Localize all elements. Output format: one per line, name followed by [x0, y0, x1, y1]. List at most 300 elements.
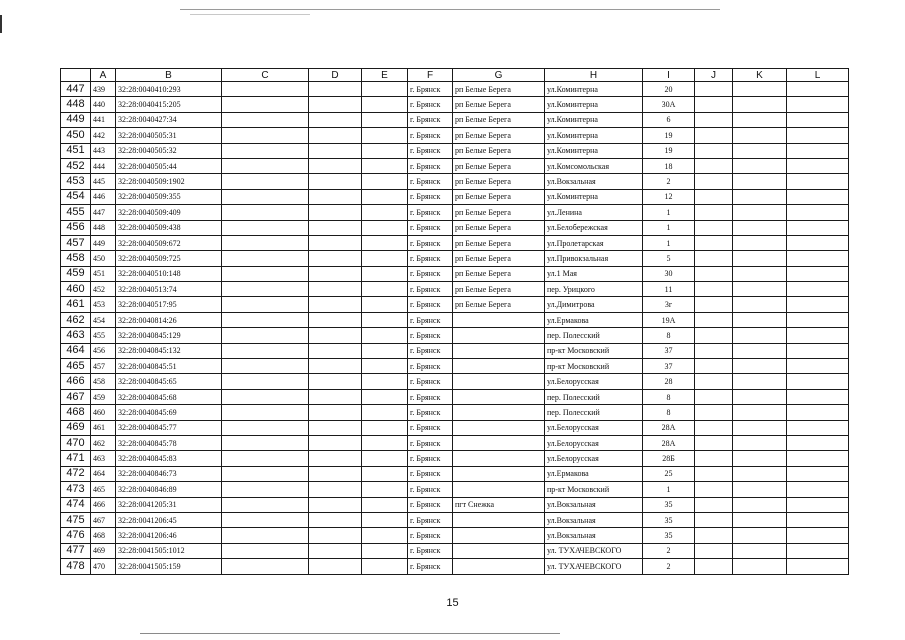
cell-d[interactable]: [309, 205, 362, 220]
cell-b[interactable]: 32:28:0040517:95: [116, 297, 222, 312]
cell-b[interactable]: 32:28:0040427:34: [116, 112, 222, 127]
cell-i[interactable]: 20: [643, 82, 695, 97]
cell-d[interactable]: [309, 220, 362, 235]
cell-f[interactable]: г. Брянск: [408, 359, 453, 374]
row-number-cell[interactable]: 467: [61, 389, 91, 404]
cell-h[interactable]: ул.Коминтерна: [545, 97, 643, 112]
cell-k[interactable]: [733, 359, 787, 374]
cell-g[interactable]: пгт Снежка: [453, 497, 545, 512]
cell-f[interactable]: г. Брянск: [408, 128, 453, 143]
cell-g[interactable]: рп Белые Берега: [453, 235, 545, 250]
cell-b[interactable]: 32:28:0040846:73: [116, 466, 222, 481]
column-header-d[interactable]: D: [309, 69, 362, 82]
cell-e[interactable]: [362, 174, 408, 189]
cell-a[interactable]: 470: [91, 559, 116, 574]
cell-a[interactable]: 451: [91, 266, 116, 281]
cell-i[interactable]: 19: [643, 143, 695, 158]
row-number-cell[interactable]: 462: [61, 312, 91, 327]
cell-d[interactable]: [309, 174, 362, 189]
cell-a[interactable]: 463: [91, 451, 116, 466]
cell-e[interactable]: [362, 420, 408, 435]
cell-c[interactable]: [222, 312, 309, 327]
cell-g[interactable]: [453, 451, 545, 466]
cell-c[interactable]: [222, 405, 309, 420]
cell-k[interactable]: [733, 405, 787, 420]
cell-b[interactable]: 32:28:0040845:65: [116, 374, 222, 389]
cell-j[interactable]: [695, 482, 733, 497]
cell-k[interactable]: [733, 174, 787, 189]
cell-c[interactable]: [222, 512, 309, 527]
cell-g[interactable]: рп Белые Берега: [453, 112, 545, 127]
row-number-cell[interactable]: 449: [61, 112, 91, 127]
cell-b[interactable]: 32:28:0041205:31: [116, 497, 222, 512]
cell-d[interactable]: [309, 112, 362, 127]
cell-h[interactable]: ул.Белорусская: [545, 420, 643, 435]
cell-f[interactable]: г. Брянск: [408, 420, 453, 435]
row-number-cell[interactable]: 469: [61, 420, 91, 435]
row-number-cell[interactable]: 472: [61, 466, 91, 481]
cell-j[interactable]: [695, 266, 733, 281]
cell-f[interactable]: г. Брянск: [408, 174, 453, 189]
cell-f[interactable]: г. Брянск: [408, 482, 453, 497]
column-header-b[interactable]: B: [116, 69, 222, 82]
cell-b[interactable]: 32:28:0040509:1902: [116, 174, 222, 189]
cell-c[interactable]: [222, 158, 309, 173]
cell-a[interactable]: 458: [91, 374, 116, 389]
cell-a[interactable]: 448: [91, 220, 116, 235]
row-number-cell[interactable]: 466: [61, 374, 91, 389]
cell-j[interactable]: [695, 82, 733, 97]
column-header-f[interactable]: F: [408, 69, 453, 82]
cell-c[interactable]: [222, 359, 309, 374]
cell-j[interactable]: [695, 235, 733, 250]
cell-d[interactable]: [309, 359, 362, 374]
cell-e[interactable]: [362, 112, 408, 127]
cell-h[interactable]: ул.Коминтерна: [545, 128, 643, 143]
cell-l[interactable]: [787, 143, 849, 158]
cell-l[interactable]: [787, 174, 849, 189]
cell-l[interactable]: [787, 128, 849, 143]
cell-i[interactable]: 28Б: [643, 451, 695, 466]
cell-d[interactable]: [309, 405, 362, 420]
cell-l[interactable]: [787, 466, 849, 481]
cell-h[interactable]: ул.Комсомольская: [545, 158, 643, 173]
cell-e[interactable]: [362, 435, 408, 450]
cell-g[interactable]: [453, 328, 545, 343]
cell-j[interactable]: [695, 312, 733, 327]
cell-d[interactable]: [309, 266, 362, 281]
cell-h[interactable]: ул.Ермакова: [545, 466, 643, 481]
cell-a[interactable]: 467: [91, 512, 116, 527]
row-number-cell[interactable]: 453: [61, 174, 91, 189]
cell-k[interactable]: [733, 128, 787, 143]
column-header-e[interactable]: E: [362, 69, 408, 82]
cell-f[interactable]: г. Брянск: [408, 205, 453, 220]
cell-d[interactable]: [309, 451, 362, 466]
cell-j[interactable]: [695, 251, 733, 266]
cell-c[interactable]: [222, 343, 309, 358]
cell-l[interactable]: [787, 297, 849, 312]
cell-a[interactable]: 453: [91, 297, 116, 312]
cell-f[interactable]: г. Брянск: [408, 405, 453, 420]
cell-c[interactable]: [222, 435, 309, 450]
cell-e[interactable]: [362, 220, 408, 235]
cell-g[interactable]: [453, 312, 545, 327]
cell-j[interactable]: [695, 435, 733, 450]
cell-h[interactable]: ул.Ермакова: [545, 312, 643, 327]
cell-j[interactable]: [695, 328, 733, 343]
cell-h[interactable]: пер. Полесский: [545, 328, 643, 343]
cell-b[interactable]: 32:28:0041505:159: [116, 559, 222, 574]
cell-g[interactable]: рп Белые Берега: [453, 97, 545, 112]
column-header-c[interactable]: C: [222, 69, 309, 82]
cell-k[interactable]: [733, 220, 787, 235]
cell-a[interactable]: 442: [91, 128, 116, 143]
cell-f[interactable]: г. Брянск: [408, 343, 453, 358]
cell-e[interactable]: [362, 128, 408, 143]
cell-a[interactable]: 460: [91, 405, 116, 420]
cell-d[interactable]: [309, 543, 362, 558]
cell-d[interactable]: [309, 251, 362, 266]
cell-c[interactable]: [222, 297, 309, 312]
cell-a[interactable]: 440: [91, 97, 116, 112]
cell-b[interactable]: 32:28:0040845:68: [116, 389, 222, 404]
cell-a[interactable]: 447: [91, 205, 116, 220]
cell-b[interactable]: 32:28:0040509:409: [116, 205, 222, 220]
cell-g[interactable]: рп Белые Берега: [453, 205, 545, 220]
cell-a[interactable]: 465: [91, 482, 116, 497]
cell-h[interactable]: ул.Коминтерна: [545, 82, 643, 97]
cell-k[interactable]: [733, 497, 787, 512]
cell-h[interactable]: пер. Урицкого: [545, 282, 643, 297]
cell-f[interactable]: г. Брянск: [408, 220, 453, 235]
cell-c[interactable]: [222, 328, 309, 343]
cell-e[interactable]: [362, 451, 408, 466]
cell-g[interactable]: рп Белые Берега: [453, 266, 545, 281]
cell-h[interactable]: ул.Коминтерна: [545, 189, 643, 204]
cell-c[interactable]: [222, 420, 309, 435]
row-number-cell[interactable]: 447: [61, 82, 91, 97]
cell-c[interactable]: [222, 528, 309, 543]
row-number-cell[interactable]: 474: [61, 497, 91, 512]
cell-e[interactable]: [362, 466, 408, 481]
cell-h[interactable]: ул.Вокзальная: [545, 528, 643, 543]
cell-e[interactable]: [362, 297, 408, 312]
cell-g[interactable]: [453, 466, 545, 481]
cell-e[interactable]: [362, 482, 408, 497]
cell-h[interactable]: ул.Коминтерна: [545, 143, 643, 158]
cell-a[interactable]: 449: [91, 235, 116, 250]
cell-a[interactable]: 443: [91, 143, 116, 158]
row-number-cell[interactable]: 464: [61, 343, 91, 358]
cell-l[interactable]: [787, 512, 849, 527]
cell-b[interactable]: 32:28:0040513:74: [116, 282, 222, 297]
cell-j[interactable]: [695, 512, 733, 527]
row-number-cell[interactable]: 455: [61, 205, 91, 220]
cell-e[interactable]: [362, 528, 408, 543]
cell-b[interactable]: 32:28:0040510:148: [116, 266, 222, 281]
cell-l[interactable]: [787, 97, 849, 112]
cell-i[interactable]: 8: [643, 405, 695, 420]
cell-a[interactable]: 439: [91, 82, 116, 97]
cell-k[interactable]: [733, 282, 787, 297]
cell-d[interactable]: [309, 297, 362, 312]
cell-e[interactable]: [362, 543, 408, 558]
row-number-cell[interactable]: 454: [61, 189, 91, 204]
cell-d[interactable]: [309, 235, 362, 250]
cell-g[interactable]: рп Белые Берега: [453, 174, 545, 189]
cell-b[interactable]: 32:28:0041206:45: [116, 512, 222, 527]
cell-b[interactable]: 32:28:0040845:129: [116, 328, 222, 343]
cell-b[interactable]: 32:28:0040845:78: [116, 435, 222, 450]
row-number-cell[interactable]: 450: [61, 128, 91, 143]
cell-g[interactable]: [453, 343, 545, 358]
cell-g[interactable]: [453, 389, 545, 404]
cell-k[interactable]: [733, 374, 787, 389]
cell-l[interactable]: [787, 343, 849, 358]
cell-h[interactable]: ул. ТУХАЧЕВСКОГО: [545, 543, 643, 558]
row-number-cell[interactable]: 459: [61, 266, 91, 281]
column-header-i[interactable]: I: [643, 69, 695, 82]
cell-g[interactable]: [453, 435, 545, 450]
row-number-cell[interactable]: 456: [61, 220, 91, 235]
cell-j[interactable]: [695, 420, 733, 435]
cell-c[interactable]: [222, 251, 309, 266]
cell-k[interactable]: [733, 251, 787, 266]
row-number-cell[interactable]: 457: [61, 235, 91, 250]
row-number-cell[interactable]: 473: [61, 482, 91, 497]
cell-g[interactable]: [453, 374, 545, 389]
cell-f[interactable]: г. Брянск: [408, 143, 453, 158]
cell-k[interactable]: [733, 559, 787, 574]
column-header-k[interactable]: K: [733, 69, 787, 82]
cell-i[interactable]: 2: [643, 559, 695, 574]
cell-f[interactable]: г. Брянск: [408, 374, 453, 389]
cell-g[interactable]: рп Белые Берега: [453, 282, 545, 297]
cell-g[interactable]: рп Белые Берега: [453, 82, 545, 97]
cell-l[interactable]: [787, 282, 849, 297]
cell-k[interactable]: [733, 82, 787, 97]
cell-j[interactable]: [695, 112, 733, 127]
row-number-cell[interactable]: 475: [61, 512, 91, 527]
cell-b[interactable]: 32:28:0040509:725: [116, 251, 222, 266]
cell-i[interactable]: 35: [643, 512, 695, 527]
cell-c[interactable]: [222, 205, 309, 220]
cell-i[interactable]: 2: [643, 543, 695, 558]
cell-f[interactable]: г. Брянск: [408, 189, 453, 204]
cell-k[interactable]: [733, 312, 787, 327]
cell-c[interactable]: [222, 374, 309, 389]
column-header-g[interactable]: G: [453, 69, 545, 82]
column-header-h[interactable]: H: [545, 69, 643, 82]
cell-b[interactable]: 32:28:0040845:51: [116, 359, 222, 374]
row-number-cell[interactable]: 448: [61, 97, 91, 112]
cell-l[interactable]: [787, 359, 849, 374]
cell-e[interactable]: [362, 97, 408, 112]
cell-e[interactable]: [362, 312, 408, 327]
cell-d[interactable]: [309, 497, 362, 512]
cell-f[interactable]: г. Брянск: [408, 512, 453, 527]
cell-k[interactable]: [733, 266, 787, 281]
cell-h[interactable]: ул.1 Мая: [545, 266, 643, 281]
cell-f[interactable]: г. Брянск: [408, 559, 453, 574]
cell-l[interactable]: [787, 266, 849, 281]
cell-j[interactable]: [695, 205, 733, 220]
cell-d[interactable]: [309, 97, 362, 112]
cell-j[interactable]: [695, 466, 733, 481]
cell-e[interactable]: [362, 405, 408, 420]
cell-d[interactable]: [309, 128, 362, 143]
cell-g[interactable]: рп Белые Берега: [453, 251, 545, 266]
cell-k[interactable]: [733, 158, 787, 173]
row-number-cell[interactable]: 465: [61, 359, 91, 374]
cell-i[interactable]: 37: [643, 343, 695, 358]
cell-a[interactable]: 441: [91, 112, 116, 127]
cell-d[interactable]: [309, 559, 362, 574]
cell-l[interactable]: [787, 328, 849, 343]
row-number-cell[interactable]: 461: [61, 297, 91, 312]
cell-k[interactable]: [733, 389, 787, 404]
cell-a[interactable]: 450: [91, 251, 116, 266]
cell-i[interactable]: 12: [643, 189, 695, 204]
cell-e[interactable]: [362, 189, 408, 204]
cell-i[interactable]: 28: [643, 374, 695, 389]
cell-b[interactable]: 32:28:0040845:77: [116, 420, 222, 435]
cell-i[interactable]: 1: [643, 220, 695, 235]
cell-l[interactable]: [787, 559, 849, 574]
cell-i[interactable]: 11: [643, 282, 695, 297]
cell-d[interactable]: [309, 466, 362, 481]
cell-f[interactable]: г. Брянск: [408, 251, 453, 266]
column-header-l[interactable]: L: [787, 69, 849, 82]
cell-i[interactable]: 28А: [643, 435, 695, 450]
cell-j[interactable]: [695, 297, 733, 312]
cell-l[interactable]: [787, 405, 849, 420]
cell-e[interactable]: [362, 343, 408, 358]
cell-f[interactable]: г. Брянск: [408, 328, 453, 343]
cell-d[interactable]: [309, 343, 362, 358]
cell-d[interactable]: [309, 528, 362, 543]
cell-c[interactable]: [222, 97, 309, 112]
cell-h[interactable]: пер. Полесский: [545, 389, 643, 404]
cell-f[interactable]: г. Брянск: [408, 97, 453, 112]
cell-b[interactable]: 32:28:0040814:26: [116, 312, 222, 327]
cell-i[interactable]: 1: [643, 482, 695, 497]
cell-g[interactable]: рп Белые Берега: [453, 128, 545, 143]
cell-f[interactable]: г. Брянск: [408, 528, 453, 543]
cell-k[interactable]: [733, 435, 787, 450]
cell-j[interactable]: [695, 528, 733, 543]
cell-h[interactable]: ул.Вокзальная: [545, 174, 643, 189]
cell-l[interactable]: [787, 312, 849, 327]
cell-e[interactable]: [362, 497, 408, 512]
cell-i[interactable]: 8: [643, 389, 695, 404]
cell-c[interactable]: [222, 174, 309, 189]
cell-d[interactable]: [309, 82, 362, 97]
row-number-cell[interactable]: 477: [61, 543, 91, 558]
cell-c[interactable]: [222, 82, 309, 97]
cell-j[interactable]: [695, 143, 733, 158]
cell-c[interactable]: [222, 143, 309, 158]
row-number-cell[interactable]: 451: [61, 143, 91, 158]
cell-c[interactable]: [222, 497, 309, 512]
cell-h[interactable]: ул.Привокзальная: [545, 251, 643, 266]
cell-k[interactable]: [733, 420, 787, 435]
cell-e[interactable]: [362, 512, 408, 527]
cell-l[interactable]: [787, 543, 849, 558]
cell-j[interactable]: [695, 174, 733, 189]
cell-i[interactable]: 5: [643, 251, 695, 266]
cell-j[interactable]: [695, 405, 733, 420]
cell-c[interactable]: [222, 128, 309, 143]
cell-b[interactable]: 32:28:0040415:205: [116, 97, 222, 112]
cell-a[interactable]: 445: [91, 174, 116, 189]
cell-i[interactable]: 1: [643, 235, 695, 250]
cell-c[interactable]: [222, 482, 309, 497]
cell-l[interactable]: [787, 528, 849, 543]
cell-i[interactable]: 35: [643, 497, 695, 512]
cell-k[interactable]: [733, 235, 787, 250]
column-header-a[interactable]: A: [91, 69, 116, 82]
cell-i[interactable]: 2: [643, 174, 695, 189]
cell-e[interactable]: [362, 143, 408, 158]
cell-a[interactable]: 456: [91, 343, 116, 358]
cell-h[interactable]: ул.Белорусская: [545, 374, 643, 389]
cell-d[interactable]: [309, 328, 362, 343]
cell-f[interactable]: г. Брянск: [408, 266, 453, 281]
cell-e[interactable]: [362, 205, 408, 220]
cell-j[interactable]: [695, 497, 733, 512]
cell-h[interactable]: ул.Вокзальная: [545, 497, 643, 512]
cell-c[interactable]: [222, 235, 309, 250]
cell-b[interactable]: 32:28:0040505:31: [116, 128, 222, 143]
cell-g[interactable]: рп Белые Берега: [453, 158, 545, 173]
cell-l[interactable]: [787, 497, 849, 512]
cell-h[interactable]: ул.Ленина: [545, 205, 643, 220]
row-number-cell[interactable]: 478: [61, 559, 91, 574]
cell-j[interactable]: [695, 97, 733, 112]
cell-l[interactable]: [787, 451, 849, 466]
cell-j[interactable]: [695, 343, 733, 358]
cell-e[interactable]: [362, 266, 408, 281]
cell-k[interactable]: [733, 512, 787, 527]
cell-h[interactable]: ул.Белорусская: [545, 435, 643, 450]
cell-g[interactable]: [453, 359, 545, 374]
cell-k[interactable]: [733, 482, 787, 497]
cell-h[interactable]: пр-кт Московский: [545, 343, 643, 358]
cell-h[interactable]: пр-кт Московский: [545, 482, 643, 497]
cell-e[interactable]: [362, 374, 408, 389]
cell-c[interactable]: [222, 389, 309, 404]
cell-d[interactable]: [309, 189, 362, 204]
corner-header-cell[interactable]: [61, 69, 91, 82]
cell-d[interactable]: [309, 374, 362, 389]
cell-g[interactable]: [453, 543, 545, 558]
cell-c[interactable]: [222, 189, 309, 204]
row-number-cell[interactable]: 460: [61, 282, 91, 297]
cell-k[interactable]: [733, 466, 787, 481]
row-number-cell[interactable]: 463: [61, 328, 91, 343]
cell-a[interactable]: 454: [91, 312, 116, 327]
cell-g[interactable]: рп Белые Берега: [453, 189, 545, 204]
row-number-cell[interactable]: 471: [61, 451, 91, 466]
cell-d[interactable]: [309, 482, 362, 497]
cell-a[interactable]: 469: [91, 543, 116, 558]
cell-f[interactable]: г. Брянск: [408, 235, 453, 250]
cell-g[interactable]: [453, 420, 545, 435]
cell-l[interactable]: [787, 435, 849, 450]
cell-f[interactable]: г. Брянск: [408, 158, 453, 173]
